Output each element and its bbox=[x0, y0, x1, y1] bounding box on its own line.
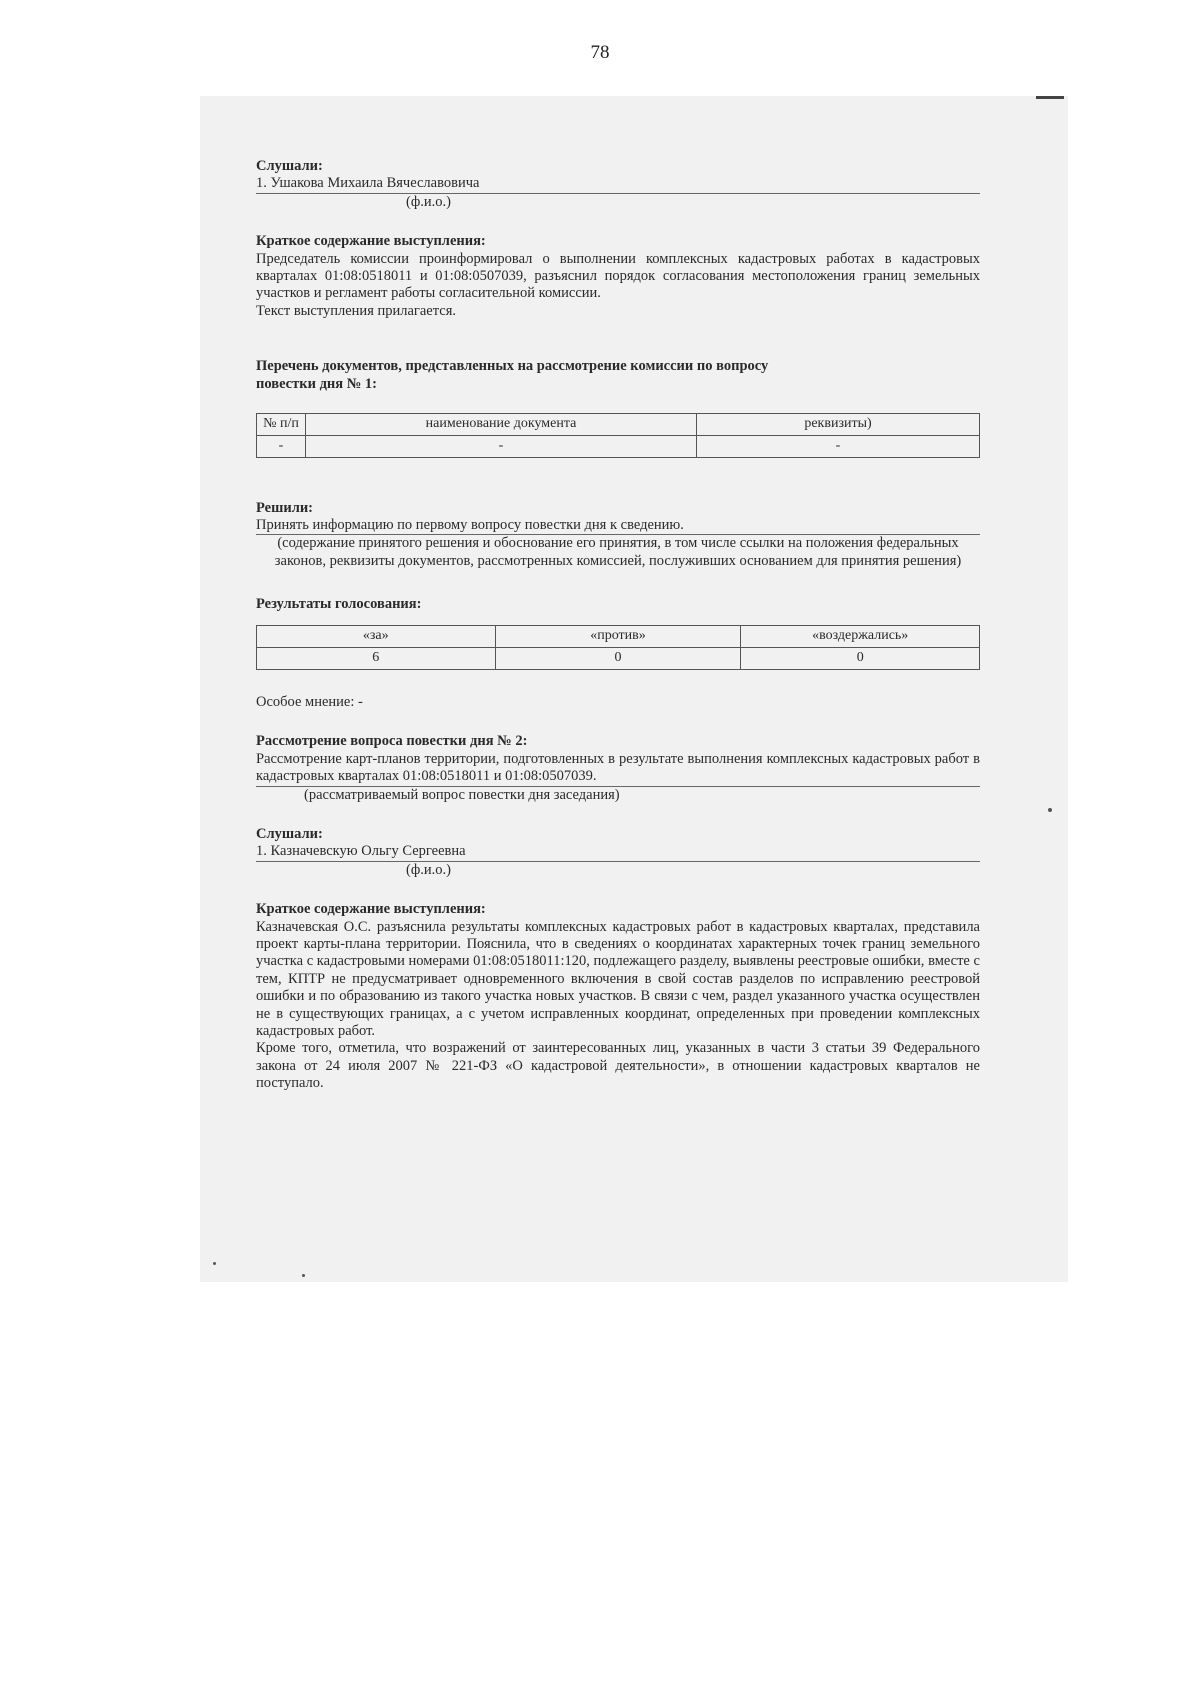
special-opinion: Особое мнение: - bbox=[256, 694, 363, 711]
listened-heading-1: Слушали: bbox=[256, 158, 323, 174]
table-cell: - bbox=[257, 435, 306, 457]
summary-attachment-note: Текст выступления прилагается. bbox=[256, 302, 456, 319]
fio-caption-1: (ф.и.о.) bbox=[406, 193, 451, 210]
summary-heading-2: Краткое содержание выступления: bbox=[256, 901, 486, 918]
decision-text: Принять информацию по первому вопросу повестки дня к сведению. bbox=[256, 517, 980, 535]
col-against: «против» bbox=[495, 626, 741, 648]
documents-heading-line2: повестки дня № 1: bbox=[256, 375, 378, 392]
documents-table-header bbox=[257, 413, 980, 435]
fio-caption-2: (ф.и.о.) bbox=[406, 861, 451, 878]
decision-heading: Решили: bbox=[256, 499, 314, 516]
scan-edge-mark bbox=[1036, 96, 1064, 99]
page-number: 78 bbox=[590, 42, 610, 63]
voting-heading: Результаты голосования: bbox=[256, 596, 422, 613]
table-cell: - bbox=[306, 435, 697, 457]
summary-heading-1: Краткое содержание выступления: bbox=[256, 233, 486, 250]
votes-against: 0 bbox=[495, 648, 741, 670]
scanned-page bbox=[200, 96, 1068, 1282]
summary-text-1: Председатель комиссии проинформировал о выполнении комплексных кадастровых работах в кадастровых кварталах 01:08:0518011 и 01:08:0507039, разъяснил порядок согласования местоположения границ земельных участков и регламент работы согласительной комиссии. bbox=[256, 250, 980, 302]
voting-table bbox=[256, 625, 980, 670]
agenda-2-caption: (рассматриваемый вопрос повестки дня заседания) bbox=[304, 786, 620, 803]
summary-2-paragraph-2: Кроме того, отметила, что возражений от заинтересованных лиц, указанных в части 3 статьи 39 Федерального закона от 24 июля 2007 № 221-ФЗ «О кадастровой деятельности», в отношении кадастровых кварталов не поступало. bbox=[256, 1040, 980, 1092]
speaker-name-1: 1. Ушакова Михаила Вячеславовича bbox=[256, 175, 980, 193]
listened-heading-2: Слушали: bbox=[256, 826, 323, 842]
table-row bbox=[257, 648, 980, 670]
col-number: № п/п bbox=[257, 413, 306, 435]
votes-abstained: 0 bbox=[741, 648, 980, 670]
speaker-name-2: 1. Казначевскую Ольгу Сергеевна bbox=[256, 843, 980, 861]
col-document-name: наименование документа bbox=[306, 413, 697, 435]
table-row bbox=[257, 435, 980, 457]
voting-table-header bbox=[257, 626, 980, 648]
col-requisites: реквизиты) bbox=[697, 413, 980, 435]
scan-speck bbox=[1048, 808, 1052, 812]
decision-caption: (содержание принятого решения и обоснование его принятия, в том числе ссылки на положения федеральных законов, реквизиты документов, рассмотренных комиссией, послуживших основанием для принятия решения) bbox=[274, 535, 962, 569]
scan-speck bbox=[213, 1262, 216, 1265]
documents-table bbox=[256, 413, 980, 458]
agenda-2-text: Рассмотрение карт-планов территории, подготовленных в результате выполнения комплексных кадастровых работ в кадастровых кварталах 01:08:0518011 и 01:08:0507039. bbox=[256, 751, 980, 787]
table-cell: - bbox=[697, 435, 980, 457]
agenda-2-heading: Рассмотрение вопроса повестки дня № 2: bbox=[256, 733, 528, 750]
summary-2-paragraph-1: Казначевская О.С. разъяснила результаты комплексных кадастровых работ в кадастровых кварталах, представила проект карты-плана территории. Пояснила, что в сведениях о координатах характерных точек границ земельного участка с кадастровыми номерами 01:08:0518011:120, подлежащего разделу, выявлены реестровые ошибки, вместе с тем, КПТР не предусматривает одновременного включения в свой состав разделов по исправлению реестровой ошибки и по образованию из такого участка новых участков. В связи с чем, раздел указанного участка осуществлен не в существующих границах, а с учетом исправленных координат, определенных при проведении комплексных кадастровых работ. bbox=[256, 918, 980, 1039]
col-for: «за» bbox=[257, 626, 496, 648]
document-body bbox=[256, 158, 980, 1092]
documents-heading-line1: Перечень документов, представленных на рассмотрение комиссии по вопросу bbox=[256, 358, 769, 375]
votes-for: 6 bbox=[257, 648, 496, 670]
col-abstained: «воздержались» bbox=[741, 626, 980, 648]
scan-speck bbox=[302, 1274, 305, 1277]
